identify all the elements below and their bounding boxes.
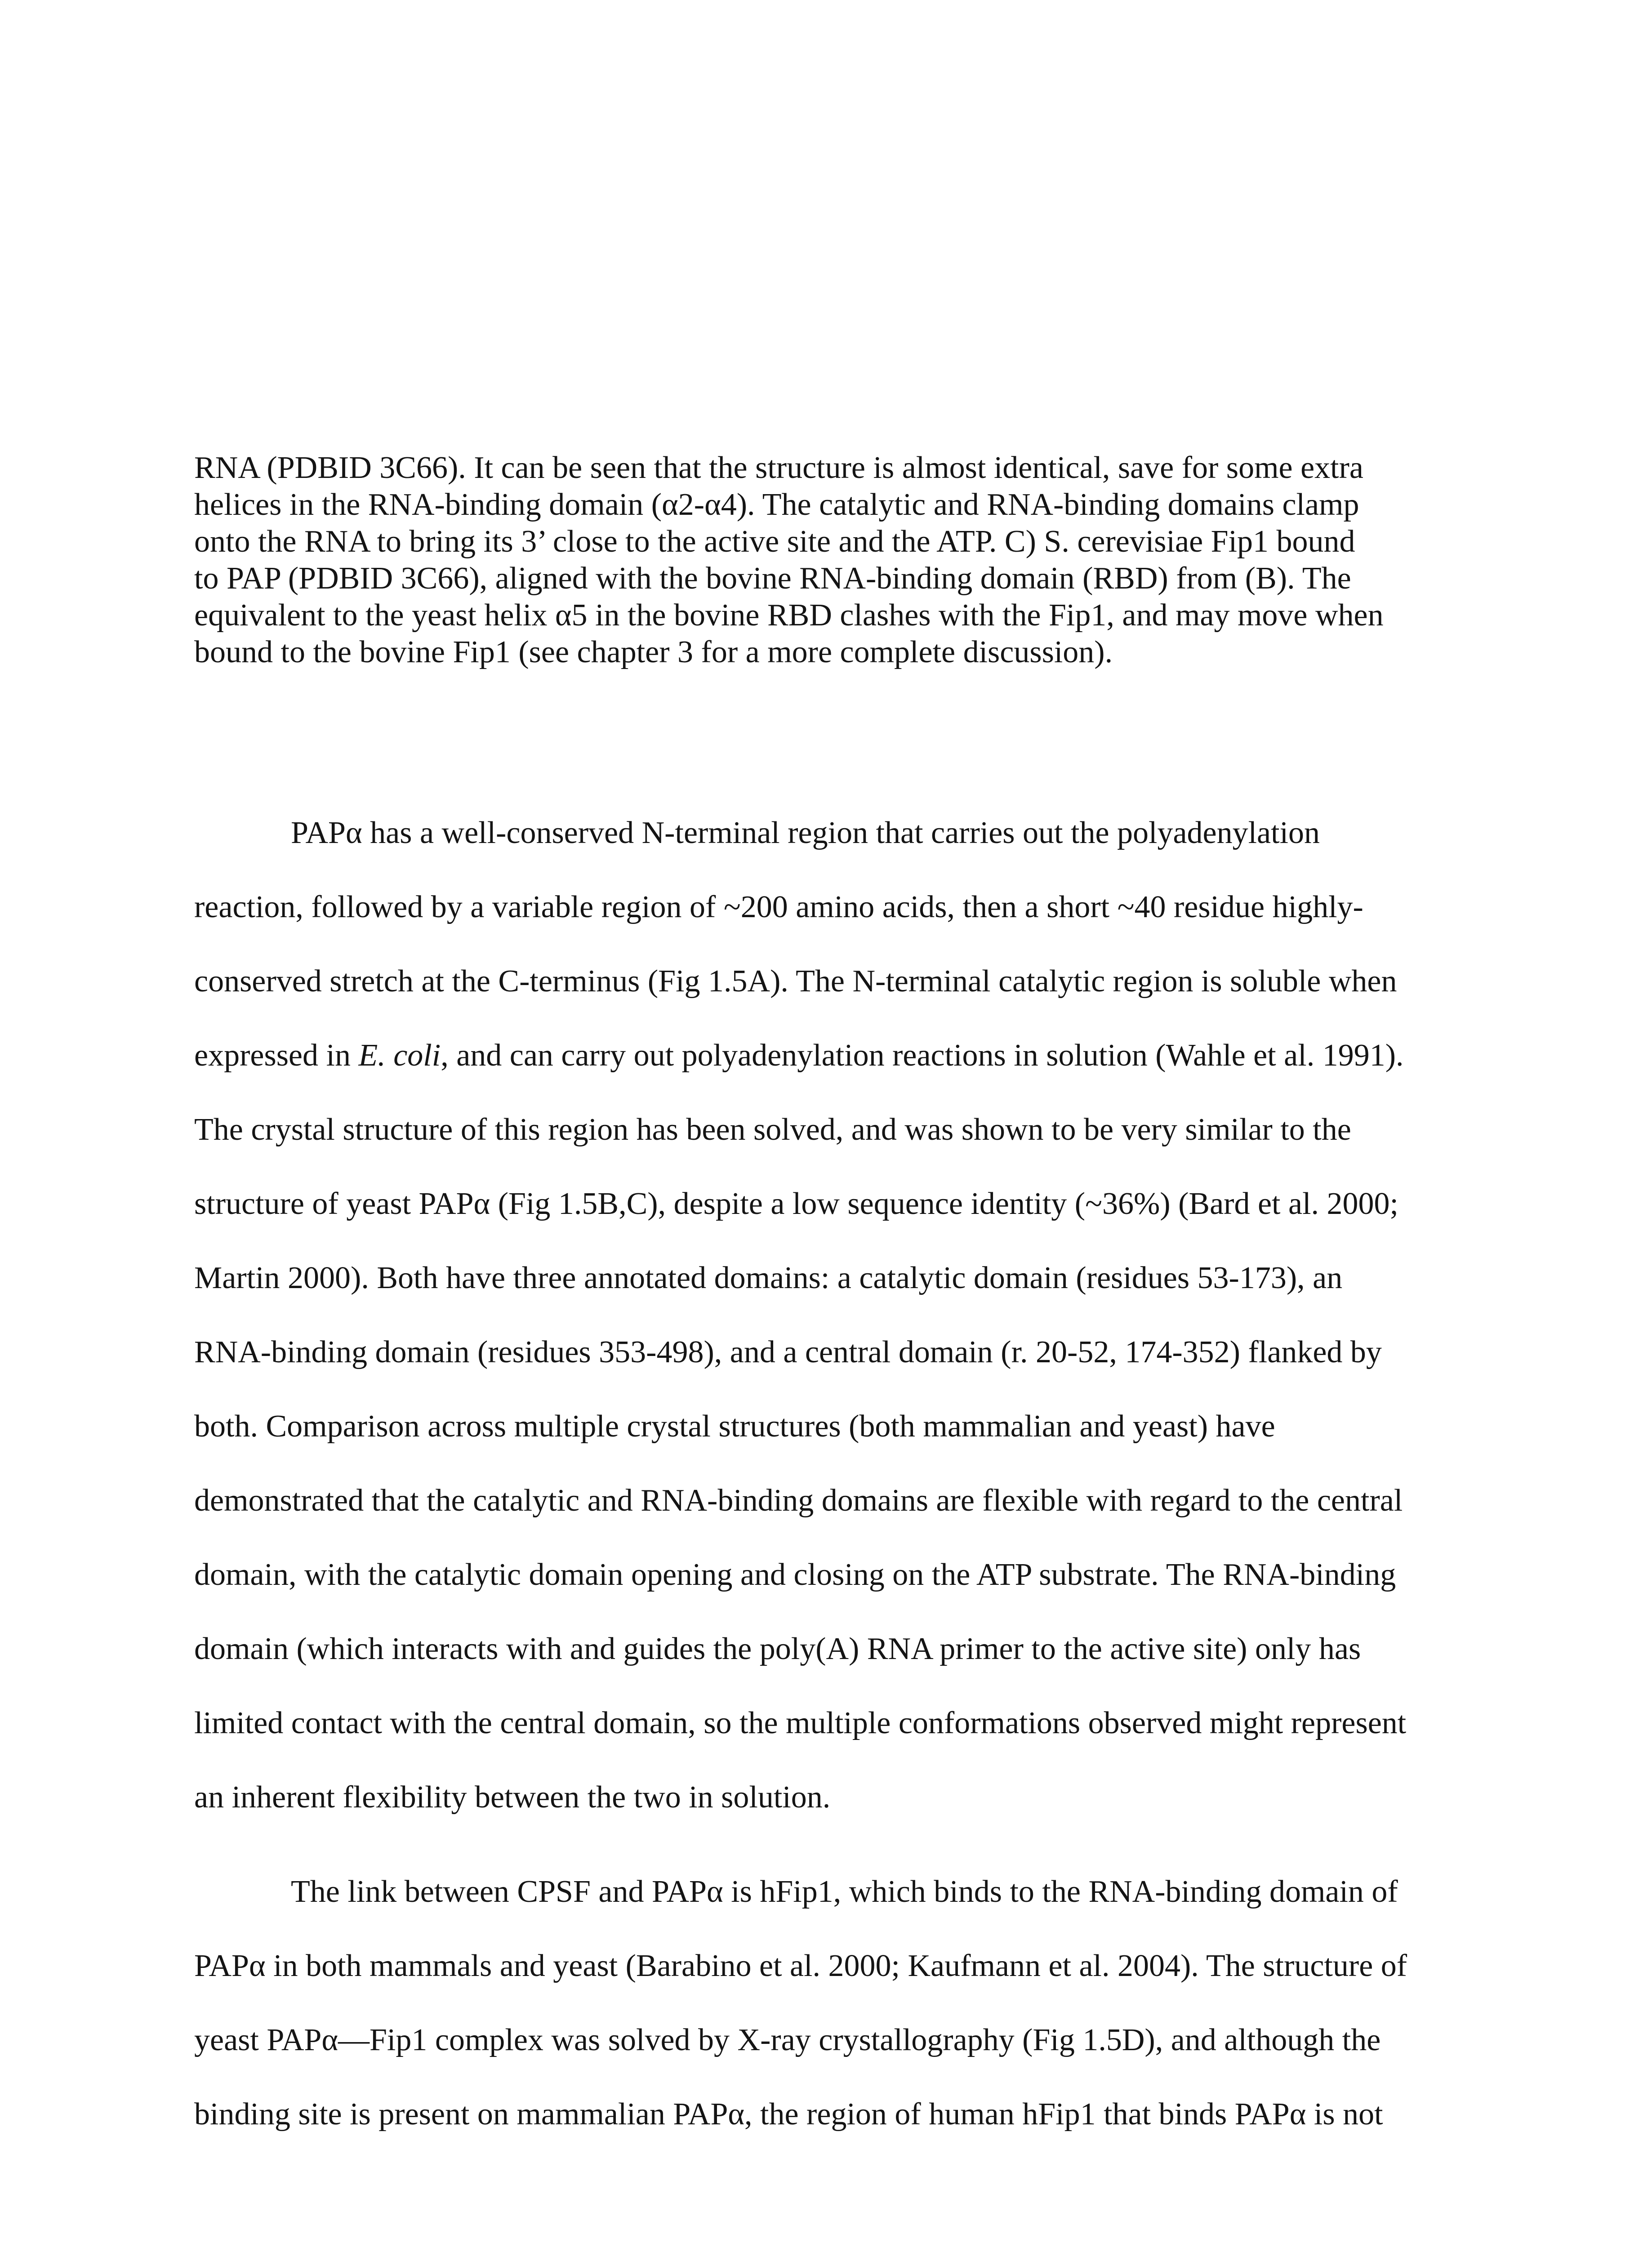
figure-caption — [194, 450, 1471, 671]
paragraph-line: reaction, followed by a variable region of ~200 amino acids, then a short ~40 residue highly- — [194, 890, 1363, 924]
paragraph-line: binding site is present on mammalian PAPα, the region of human hFip1 that binds PAPα is not — [194, 2097, 1383, 2132]
paragraph-line: both. Comparison across multiple crystal structures (both mammalian and yeast) have — [194, 1409, 1275, 1444]
caption-line: RNA (PDBID 3C66). It can be seen that the structure is almost identical, save for some extra — [194, 450, 1364, 485]
caption-line: to PAP (PDBID 3C66), aligned with the bovine RNA-binding domain (RBD) from (B). The — [194, 561, 1351, 596]
paragraph-line: PAPα in both mammals and yeast (Barabino et al. 2000; Kaufmann et al. 2004). The structure of — [194, 1949, 1407, 1983]
line-text: expressed in — [194, 1038, 359, 1073]
caption-line: onto the RNA to bring its 3’ close to the active site and the ATP. C) S. cerevisiae Fip1 bound — [194, 524, 1355, 559]
caption-line: helices in the RNA-binding domain (α2-α4). The catalytic and RNA-binding domains clamp — [194, 487, 1359, 522]
paragraph-line: domain (which interacts with and guides the poly(A) RNA primer to the active site) only has — [194, 1632, 1361, 1666]
paragraph-line: The crystal structure of this region has been solved, and was shown to be very similar to the — [194, 1112, 1351, 1147]
paragraph-line: RNA-binding domain (residues 353-498), and a central domain (r. 20-52, 174-352) flanked by — [194, 1335, 1382, 1369]
paragraph-line: an inherent flexibility between the two in solution. — [194, 1780, 831, 1815]
paragraph-line: The link between CPSF and PAPα is hFip1, which binds to the RNA-binding domain of — [291, 1874, 1398, 1909]
paragraph-line: conserved stretch at the C-terminus (Fig 1.5A). The N-terminal catalytic region is soluble when — [194, 964, 1397, 999]
paragraph-line: Martin 2000). Both have three annotated domains: a catalytic domain (residues 53-173), an — [194, 1261, 1343, 1295]
body-paragraph-2 — [194, 1855, 1475, 2151]
paragraph-line: limited contact with the central domain, so the multiple conformations observed might represent — [194, 1706, 1407, 1740]
line-text: , and can carry out polyadenylation reactions in solution (Wahle et al. 1991). — [441, 1038, 1404, 1073]
caption-line: bound to the bovine Fip1 (see chapter 3 for a more complete discussion). — [194, 635, 1113, 669]
body-paragraph-1 — [194, 796, 1475, 1834]
paragraph-line: domain, with the catalytic domain opening and closing on the ATP substrate. The RNA-binding — [194, 1557, 1396, 1592]
paragraph-line-mixed — [194, 1018, 1475, 1093]
paragraph-line: PAPα has a well-conserved N-terminal region that carries out the polyadenylation — [291, 816, 1320, 850]
species-name-italic: E. coli — [358, 1038, 441, 1073]
paragraph-line: demonstrated that the catalytic and RNA-binding domains are flexible with regard to the central — [194, 1483, 1403, 1518]
caption-line: equivalent to the yeast helix α5 in the bovine RBD clashes with the Fip1, and may move when — [194, 598, 1384, 633]
paragraph-line: structure of yeast PAPα (Fig 1.5B,C), despite a low sequence identity (~36%) (Bard et al. 2000; — [194, 1186, 1398, 1221]
paragraph-line: yeast PAPα—Fip1 complex was solved by X-ray crystallography (Fig 1.5D), and although the — [194, 2023, 1381, 2057]
